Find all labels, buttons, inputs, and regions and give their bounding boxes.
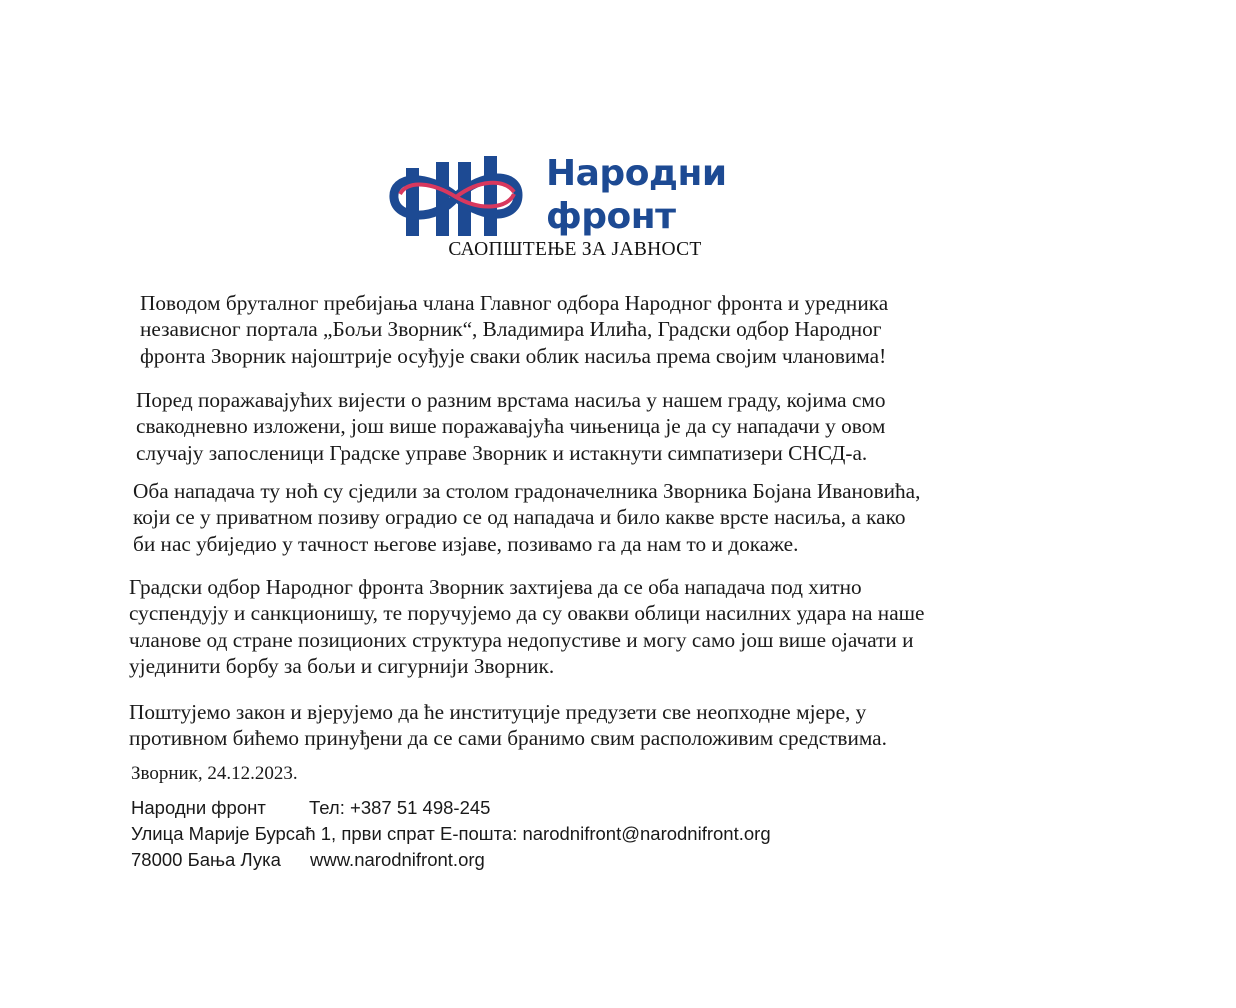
paragraph-1 <box>140 290 888 369</box>
text-line: Оба нападача ту ноћ су сједили за столом градоначелника Зворника Бојана Ивановића, <box>133 479 921 503</box>
logo-emblem-icon <box>386 150 526 242</box>
document-title: САОПШТЕЊЕ ЗА ЈАВНОСТ <box>448 239 702 260</box>
party-logo <box>386 150 731 242</box>
logo-line-2: фронт <box>546 196 676 237</box>
text-line: Градски одбор Народног фронта Зворник захтијева да се оба нападача под хитно <box>129 575 862 599</box>
text-line: фронта Зворник најоштрије осуђује сваки облик насиља према својим члановима! <box>140 343 887 368</box>
paragraph-3 <box>133 478 920 557</box>
text-line: свакодневно изложени, још више поражавајућа чињеница је да су нападачи у овом <box>136 414 886 439</box>
date-line: Зворник, 24.12.2023. <box>131 763 298 784</box>
phone-number: Тел: +387 51 498-245 <box>309 797 491 818</box>
logo-line-1: Народни <box>546 153 727 194</box>
city: 78000 Бања Лука <box>131 849 281 870</box>
paragraph-2 <box>136 387 886 466</box>
text-line: ујединити борбу за бољи и сигурнији Зворник. <box>129 653 555 678</box>
text-line: противном бићемо принуђени да се сами бранимо свим расположивим средствима. <box>129 726 887 751</box>
text-line: Поводом бруталног пребијања члана Главног одбора Народног фронта и уредника <box>140 291 889 315</box>
email[interactable]: Е-пошта: narodnifront@narodnifront.org <box>440 823 771 844</box>
address: Улица Марије Бурсаћ 1, први спрат <box>131 823 435 844</box>
paragraph-4 <box>129 574 925 679</box>
org-name: Народни фронт <box>131 797 266 818</box>
text-line: Поштујемо закон и вјерујемо да ће институције предузети све неопходне мјере, у <box>129 700 867 724</box>
text-line: Поред поражавајућих вијести о разним врстама насиља у нашем граду, којима смо <box>136 388 886 412</box>
footer-line-3 <box>131 849 485 871</box>
text-line: случају запосленици Градске управе Зворник и истакнути симпатизери СНСД-а. <box>136 440 868 465</box>
text-line: који се у приватном позиву оградио се од нападача и било какве врсте насиља, а како <box>133 505 906 530</box>
website-link[interactable]: www.narodnifront.org <box>310 849 485 870</box>
text-line: би нас убиједио у тачност његове изјаве, позивамо га да нам то и докаже. <box>133 531 799 556</box>
footer-line-1 <box>131 797 491 819</box>
text-line: суспендују и санкционишу, те поручујемо да су овакви облици насилних удара на наше <box>129 601 925 626</box>
text-line: чланове од стране позиционих структура недопустиве и могу само још више ојачати и <box>129 627 914 652</box>
text-line: независног портала „Бољи Зворник“, Владимира Илића, Градски одбор Народног <box>140 317 882 342</box>
paragraph-5 <box>129 699 887 752</box>
logo-wordmark <box>546 152 727 238</box>
footer-line-2 <box>131 823 771 845</box>
